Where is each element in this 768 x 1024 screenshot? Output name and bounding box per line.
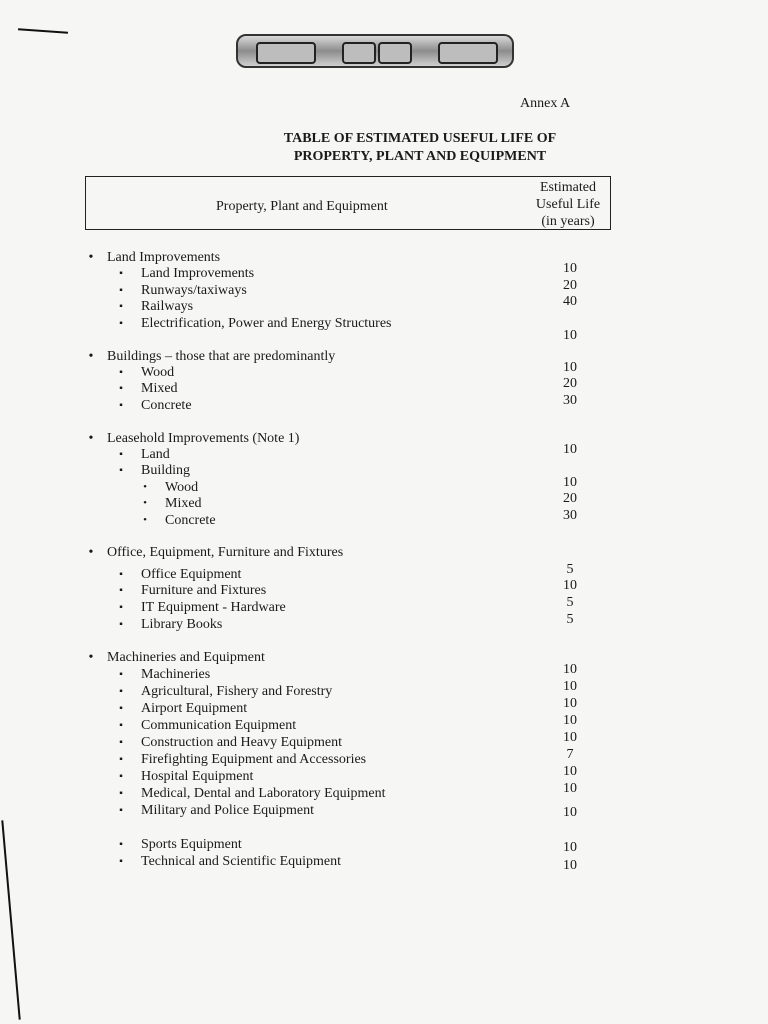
bullet-icon: ▪ [119,285,123,296]
bullet-icon: ▪ [119,703,123,714]
bullet-icon: ▪ [119,569,123,580]
bullet-icon: ▪ [119,737,123,748]
table-row [0,479,768,496]
header-property-label: Property, Plant and Equipment [216,199,388,214]
bullet-icon: ▪ [119,788,123,799]
title-line-1: TABLE OF ESTIMATED USEFUL LIFE OF [283,131,557,146]
useful-life-value: 10 [563,475,577,490]
row-label: Land [141,447,170,462]
row-label: Construction and Heavy Equipment [141,735,343,750]
table-row [0,462,768,479]
row-label: Land Improvements [141,266,255,281]
table-row [0,683,768,700]
bullet-icon: ▪ [119,602,123,613]
title-line-2: PROPERTY, PLANT AND EQUIPMENT [293,149,547,164]
bullet-icon: ▪ [119,619,123,630]
bullet-icon: • [88,250,94,265]
table-row [0,512,768,529]
bullet-icon: ▪ [119,268,123,279]
bullet-icon: • [143,514,147,526]
table-row [0,582,768,599]
useful-life-value: 10 [563,713,577,728]
row-label: Mixed [165,496,202,511]
table-row [0,802,768,819]
row-label: Wood [165,480,199,495]
row-label: Machineries [141,667,211,682]
row-label: Buildings – those that are predominantly [107,349,336,364]
useful-life-value: 10 [563,764,577,779]
useful-life-value: 5 [566,595,574,610]
useful-life-value: 5 [566,612,574,627]
useful-life-value: 30 [563,393,577,408]
useful-life-value: 10 [563,696,577,711]
bullet-icon: ▪ [119,367,123,378]
table-row [0,666,768,683]
bullet-icon: ▪ [119,449,123,460]
bullet-icon: • [88,650,94,665]
useful-life-value: 10 [563,805,577,820]
bullet-icon: • [88,431,94,446]
table-row [0,649,768,666]
row-label: Technical and Scientific Equipment [141,854,342,869]
table-row [0,599,768,616]
bullet-icon: ▪ [119,669,123,680]
bullet-icon: ▪ [119,805,123,816]
table-row [0,265,768,282]
row-label: Electrification, Power and Energy Structures [141,316,392,331]
table-row [0,734,768,751]
header-useful-life-line-1: Estimated [540,180,596,195]
table-row [0,768,768,785]
table-row [0,700,768,717]
row-label: Military and Police Equipment [141,803,315,818]
row-label: Wood [141,365,175,380]
useful-life-value: 20 [563,491,577,506]
table-row [0,364,768,381]
row-label: Medical, Dental and Laboratory Equipment [141,786,386,801]
table-row [0,717,768,734]
table-row [0,315,768,332]
row-label: Communication Equipment [141,718,297,733]
bullet-icon: • [143,481,147,493]
bullet-icon: • [143,497,147,509]
row-label: IT Equipment - Hardware [141,600,286,615]
table-row [0,430,768,447]
row-label: Machineries and Equipment [107,650,265,665]
table-row [0,380,768,397]
bullet-icon: ▪ [119,856,123,867]
row-label: Concrete [165,513,216,528]
row-label: Office, Equipment, Furniture and Fixtures [107,545,344,560]
useful-life-value: 10 [563,578,577,593]
bullet-icon: ▪ [119,771,123,782]
annex-label: Annex A [520,96,571,111]
table-row [0,566,768,583]
useful-life-value: 10 [563,840,577,855]
table-row [0,282,768,299]
page-title [220,130,620,166]
table-row [0,751,768,768]
table-row [0,446,768,463]
binder-clip-icon [236,34,514,68]
header-useful-life-line-3: (in years) [541,214,595,229]
bullet-icon: ▪ [119,465,123,476]
bullet-icon: • [88,349,94,364]
row-label: Office Equipment [141,567,242,582]
row-label: Leasehold Improvements (Note 1) [107,431,300,446]
row-label: Hospital Equipment [141,769,254,784]
table-row [0,785,768,802]
bullet-icon: ▪ [119,318,123,329]
useful-life-value: 7 [566,747,574,762]
table-row [0,249,768,266]
table-row [0,544,768,561]
scan-mark-top-left [18,28,68,33]
row-label: Firefighting Equipment and Accessories [141,752,367,767]
bullet-icon: ▪ [119,839,123,850]
useful-life-value: 10 [563,679,577,694]
bullet-icon: ▪ [119,686,123,697]
bullet-icon: ▪ [119,720,123,731]
row-label: Railways [141,299,194,314]
useful-life-value: 10 [563,730,577,745]
table-row [0,853,768,870]
bullet-icon: ▪ [119,383,123,394]
table-row [0,298,768,315]
bullet-icon: ▪ [119,754,123,765]
table-row [0,495,768,512]
bullet-icon: • [88,545,94,560]
bullet-icon: ▪ [119,400,123,411]
useful-life-value: 10 [563,442,577,457]
table-row [0,616,768,633]
row-label: Airport Equipment [141,701,248,716]
table-row [0,397,768,414]
table-row [0,348,768,365]
useful-life-value: 40 [563,294,577,309]
useful-life-value: 10 [563,781,577,796]
row-label: Land Improvements [107,250,221,265]
header-useful-life [526,179,610,230]
header-useful-life-line-2: Useful Life [535,197,601,212]
row-label: Mixed [141,381,178,396]
useful-life-value: 20 [563,376,577,391]
useful-life-value: 10 [563,360,577,375]
row-label: Concrete [141,398,192,413]
row-label: Furniture and Fixtures [141,583,267,598]
table-header [85,176,611,230]
bullet-icon: ▪ [119,585,123,596]
useful-life-value: 10 [563,261,577,276]
useful-life-value: 20 [563,278,577,293]
useful-life-value: 10 [563,662,577,677]
row-label: Building [141,463,191,478]
useful-life-value: 10 [563,858,577,873]
row-label: Runways/taxiways [141,283,247,298]
useful-life-value: 5 [566,562,574,577]
row-label: Sports Equipment [141,837,242,852]
row-label: Agricultural, Fishery and Forestry [141,684,333,699]
useful-life-value: 10 [563,328,577,343]
table-row [0,836,768,853]
row-label: Library Books [141,617,223,632]
bullet-icon: ▪ [119,301,123,312]
useful-life-value: 30 [563,508,577,523]
